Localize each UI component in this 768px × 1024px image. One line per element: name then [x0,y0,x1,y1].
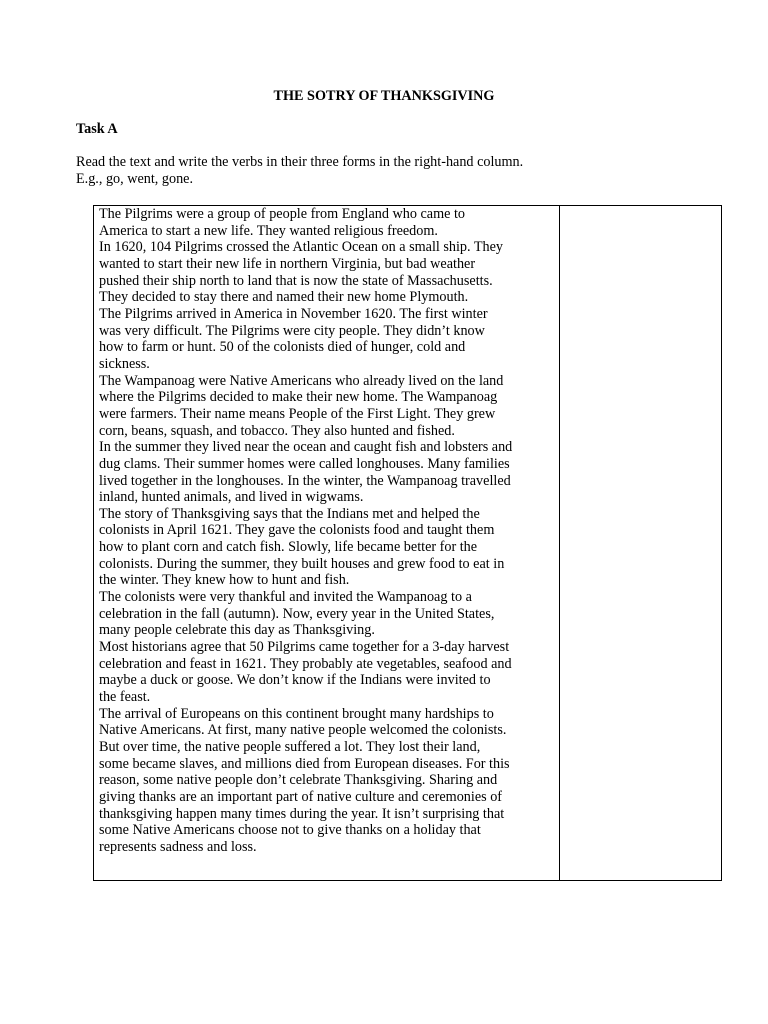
story-line: corn, beans, squash, and tobacco. They also hunted and fished. [99,422,455,439]
story-line: many people celebrate this day as Thanksgiving. [99,622,375,639]
verb-table-row [94,206,722,881]
story-line: reason, some native people don’t celebrate Thanksgiving. Sharing and [99,772,498,789]
story-line: dug clams. Their summer homes were called longhouses. Many families [99,455,510,472]
story-line: In the summer they lived near the ocean and caught fish and lobsters and [99,439,513,456]
story-line: celebration in the fall (autumn). Now, every year in the United States, [99,605,495,622]
story-line: America to start a new life. They wanted religious freedom. [99,222,438,239]
story-line: They decided to stay there and named their new home Plymouth. [99,289,469,306]
story-line: The arrival of Europeans on this continent brought many hardships to [99,705,494,722]
verb-table [93,205,722,881]
story-line: inland, hunted animals, and lived in wigwams. [99,489,364,506]
story-line: thanksgiving happen many times during the year. It isn’t surprising that [99,805,505,822]
instructions [76,154,696,188]
story-line: some Native Americans choose not to give thanks on a holiday that [99,822,481,839]
story-text-cell [94,206,560,881]
story-line: celebration and feast in 1621. They probably ate vegetables, seafood and [99,655,512,672]
story-line: was very difficult. The Pilgrims were city people. They didn’t know [99,322,485,339]
instruction-example-line: E.g., go, went, gone. [76,171,194,188]
verb-answer-column[interactable] [560,206,722,881]
task-heading: Task A [76,121,118,137]
story-line: the feast. [99,689,151,706]
story-line: were farmers. Their name means People of the First Light. They grew [99,405,496,422]
story-line: maybe a duck or goose. We don’t know if the Indians were invited to [99,672,491,689]
story-line: Native Americans. At first, many native people welcomed the colonists. [99,722,507,739]
story-line: represents sadness and loss. [99,838,257,855]
story-line: where the Pilgrims decided to make their new home. The Wampanoag [99,389,498,406]
story-line: colonists in April 1621. They gave the colonists food and taught them [99,522,495,539]
story-line: colonists. During the summer, they built houses and grew food to eat in [99,555,505,572]
story-line: The Pilgrims arrived in America in November 1620. The first winter [99,305,488,322]
story-line: In 1620, 104 Pilgrims crossed the Atlantic Ocean on a small ship. They [99,239,504,256]
instruction-line: Read the text and write the verbs in their three forms in the right-hand column. [76,154,524,170]
story-line: sickness. [99,355,150,372]
story-line: The Wampanoag were Native Americans who already lived on the land [99,372,504,389]
story-line: lived together in the longhouses. In the winter, the Wampanoag travelled [99,472,511,489]
story-line: pushed their ship north to land that is now the state of Massachusetts. [99,272,493,289]
story-line: the winter. They knew how to hunt and fish. [99,572,350,589]
story-line: But over time, the native people suffered a lot. They lost their land, [99,739,481,755]
story-line: how to plant corn and catch fish. Slowly, life became better for the [99,539,478,556]
story-line: giving thanks are an important part of native culture and ceremonies of [99,788,503,805]
story-line: how to farm or hunt. 50 of the colonists died of hunger, cold and [99,339,466,356]
story-line: The story of Thanksgiving says that the Indians met and helped the [99,505,480,522]
story-line: wanted to start their new life in northern Virginia, but bad weather [99,255,476,272]
story-line: The Pilgrims were a group of people from England who came to [99,206,466,222]
story-line: some became slaves, and millions died from European diseases. For this [99,755,510,772]
story-line: Most historians agree that 50 Pilgrims came together for a 3-day harvest [99,639,510,656]
story-line: The colonists were very thankful and invited the Wampanoag to a [99,589,472,606]
page-title: THE SOTRY OF THANKSGIVING [273,88,495,104]
story-text [94,206,559,856]
